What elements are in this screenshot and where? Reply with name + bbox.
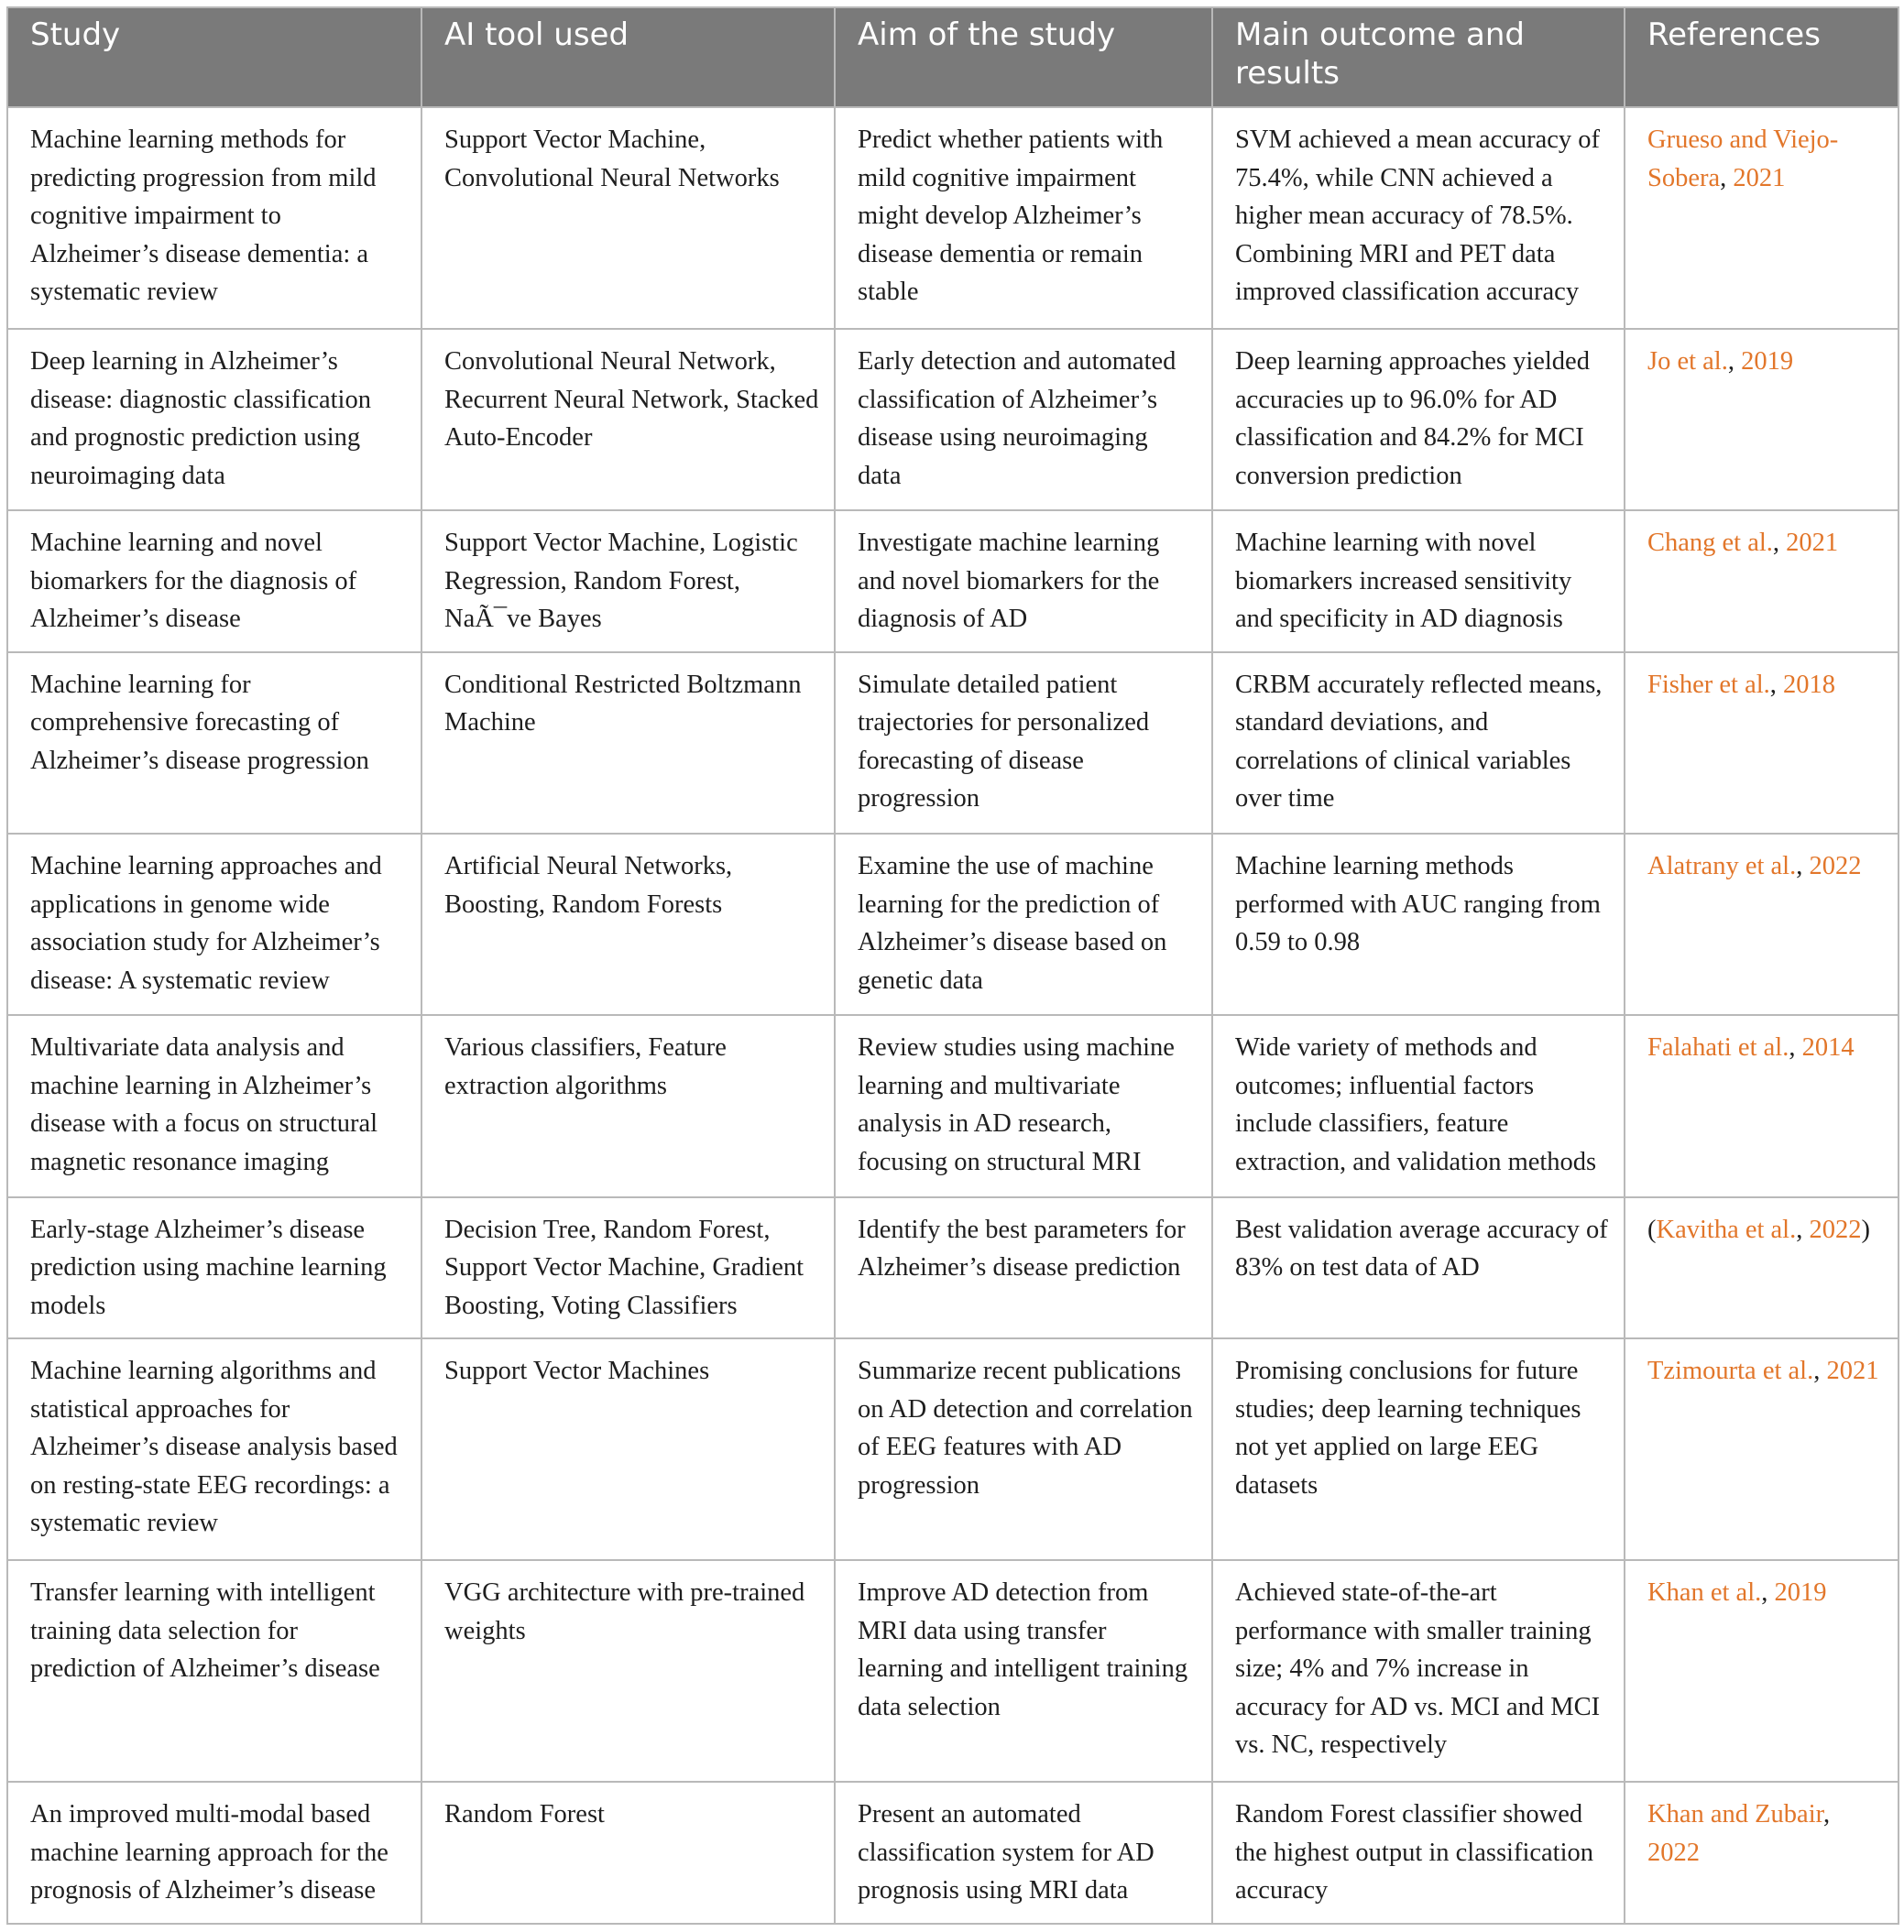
aim-cell: Present an automated classification system for AD prognosis using MRI data: [835, 1782, 1212, 1924]
table-row: [7, 834, 1899, 1015]
outcome-cell: Machine learning with novel biomarkers increased sensitivity and specificity in AD diagnosis: [1212, 510, 1625, 652]
reference-cell: [1625, 510, 1899, 652]
reference-cell: [1625, 1197, 1899, 1339]
study-cell: Machine learning methods for predicting progression from mild cognitive impairment to Alzheimer’s disease dementia: a systematic review: [7, 107, 421, 329]
study-cell: Deep learning in Alzheimer’s disease: diagnostic classification and prognostic prediction using neuroimaging data: [7, 329, 421, 510]
aim-cell: Predict whether patients with mild cognitive impairment might develop Alzheimer’s disease dementia or remain stable: [835, 107, 1212, 329]
reference-separator: ,: [1720, 163, 1734, 192]
reference-year-link[interactable]: 2022: [1809, 1215, 1862, 1244]
study-cell: Early-stage Alzheimer’s disease prediction using machine learning models: [7, 1197, 421, 1339]
ai-tool-cell: Conditional Restricted Boltzmann Machine: [421, 652, 835, 834]
reference-cell: [1625, 834, 1899, 1015]
reference-year-link[interactable]: 2022: [1647, 1838, 1700, 1867]
reference-cell: [1625, 1782, 1899, 1924]
reference-separator: ,: [1796, 852, 1810, 881]
outcome-cell: Promising conclusions for future studies; deep learning techniques not yet applied on large EEG datasets: [1212, 1338, 1625, 1560]
ai-tool-cell: Random Forest: [421, 1782, 835, 1924]
table-row: [7, 1015, 1899, 1196]
reference-year-link[interactable]: 2018: [1783, 670, 1836, 699]
reference-year-link[interactable]: 2021: [1826, 1357, 1879, 1386]
reference-separator: ,: [1769, 670, 1784, 699]
header-study: Study: [7, 7, 421, 107]
outcome-cell: Machine learning methods performed with AUC ranging from 0.59 to 0.98: [1212, 834, 1625, 1015]
reference-author-link[interactable]: Khan et al.: [1647, 1578, 1762, 1608]
studies-table: [6, 6, 1899, 1925]
reference-cell: [1625, 1560, 1899, 1782]
reference-year-link[interactable]: 2014: [1801, 1033, 1855, 1063]
table-row: [7, 329, 1899, 510]
study-cell: An improved multi-modal based machine learning approach for the prognosis of Alzheimer’s disease: [7, 1782, 421, 1924]
reference-separator: ,: [1789, 1033, 1802, 1063]
reference-separator: ,: [1772, 529, 1787, 558]
reference-year-link[interactable]: 2019: [1774, 1578, 1827, 1608]
study-cell: Machine learning and novel biomarkers for the diagnosis of Alzheimer’s disease: [7, 510, 421, 652]
aim-cell: Investigate machine learning and novel biomarkers for the diagnosis of AD: [835, 510, 1212, 652]
reference-year-link[interactable]: 2019: [1741, 347, 1794, 377]
outcome-cell: Deep learning approaches yielded accuracies up to 96.0% for AD classification and 84.2% for MCI conversion prediction: [1212, 329, 1625, 510]
reference-author-link[interactable]: Chang et al.: [1647, 529, 1773, 558]
aim-cell: Improve AD detection from MRI data using transfer learning and intelligent training data selection: [835, 1560, 1212, 1782]
table-row: [7, 1560, 1899, 1782]
paren-open: (: [1647, 1215, 1657, 1244]
reference-separator: ,: [1727, 347, 1742, 377]
reference-separator: ,: [1813, 1357, 1827, 1386]
table-row: [7, 107, 1899, 329]
aim-cell: Early detection and automated classification of Alzheimer’s disease using neuroimaging data: [835, 329, 1212, 510]
reference-separator: ,: [1796, 1215, 1810, 1244]
outcome-cell: Best validation average accuracy of 83% on test data of AD: [1212, 1197, 1625, 1339]
header-aim: Aim of the study: [835, 7, 1212, 107]
reference-cell: [1625, 1338, 1899, 1560]
ai-tool-cell: Support Vector Machine, Logistic Regression, Random Forest, NaÃ¯ve Bayes: [421, 510, 835, 652]
study-cell: Machine learning for comprehensive forecasting of Alzheimer’s disease progression: [7, 652, 421, 834]
aim-cell: Simulate detailed patient trajectories for personalized forecasting of disease progression: [835, 652, 1212, 834]
table-row: [7, 1338, 1899, 1560]
reference-year-link[interactable]: 2021: [1786, 529, 1839, 558]
study-cell: Multivariate data analysis and machine learning in Alzheimer’s disease with a focus on structural magnetic resonance imaging: [7, 1015, 421, 1196]
outcome-cell: Achieved state-of-the-art performance with smaller training size; 4% and 7% increase in accuracy for AD vs. MCI and MCI vs. NC, respectively: [1212, 1560, 1625, 1782]
reference-author-link[interactable]: Falahati et al.: [1647, 1033, 1789, 1063]
reference-author-link[interactable]: Jo et al.: [1647, 347, 1728, 377]
header-row: [7, 7, 1899, 107]
ai-tool-cell: Convolutional Neural Network, Recurrent Neural Network, Stacked Auto-Encoder: [421, 329, 835, 510]
reference-author-link[interactable]: Tzimourta et al.: [1647, 1357, 1814, 1386]
study-cell: Machine learning approaches and applications in genome wide association study for Alzheimer’s disease: A systematic review: [7, 834, 421, 1015]
outcome-cell: Random Forest classifier showed the highest output in classification accuracy: [1212, 1782, 1625, 1924]
table-row: [7, 652, 1899, 834]
study-cell: Machine learning algorithms and statistical approaches for Alzheimer’s disease analysis based on resting-state EEG recordings: a systematic review: [7, 1338, 421, 1560]
reference-author-link[interactable]: Kavitha et al.: [1656, 1215, 1797, 1244]
header-outcome: Main outcome and results: [1212, 7, 1625, 107]
aim-cell: Summarize recent publications on AD detection and correlation of EEG features with AD progression: [835, 1338, 1212, 1560]
reference-cell: [1625, 1015, 1899, 1196]
ai-tool-cell: VGG architecture with pre-trained weights: [421, 1560, 835, 1782]
reference-author-link[interactable]: Fisher et al.: [1647, 670, 1770, 699]
study-cell: Transfer learning with intelligent training data selection for prediction of Alzheimer’s disease: [7, 1560, 421, 1782]
ai-tool-cell: Support Vector Machines: [421, 1338, 835, 1560]
aim-cell: Identify the best parameters for Alzheimer’s disease prediction: [835, 1197, 1212, 1339]
ai-tool-cell: Support Vector Machine, Convolutional Neural Networks: [421, 107, 835, 329]
reference-separator: ,: [1761, 1578, 1775, 1608]
ai-tool-cell: Artificial Neural Networks, Boosting, Random Forests: [421, 834, 835, 1015]
aim-cell: Review studies using machine learning and multivariate analysis in AD research, focusing on structural MRI: [835, 1015, 1212, 1196]
reference-cell: [1625, 107, 1899, 329]
header-references: References: [1625, 7, 1899, 107]
reference-cell: [1625, 652, 1899, 834]
reference-year-link[interactable]: 2022: [1809, 852, 1862, 881]
table-row: [7, 510, 1899, 652]
reference-author-link[interactable]: Grueso and Viejo-Sobera: [1647, 126, 1839, 192]
outcome-cell: Wide variety of methods and outcomes; influential factors include classifiers, feature extraction, and validation methods: [1212, 1015, 1625, 1196]
outcome-cell: CRBM accurately reflected means, standard deviations, and correlations of clinical variables over time: [1212, 652, 1625, 834]
table-row: [7, 1197, 1899, 1339]
reference-author-link[interactable]: Khan and Zubair: [1647, 1800, 1823, 1829]
reference-cell: [1625, 329, 1899, 510]
ai-tool-cell: Decision Tree, Random Forest, Support Vector Machine, Gradient Boosting, Voting Classifiers: [421, 1197, 835, 1339]
paren-close: ): [1861, 1215, 1870, 1244]
outcome-cell: SVM achieved a mean accuracy of 75.4%, while CNN achieved a higher mean accuracy of 78.5%. Combining MRI and PET data improved classification accuracy: [1212, 107, 1625, 329]
header-ai-tool: AI tool used: [421, 7, 835, 107]
table-row: [7, 1782, 1899, 1924]
reference-year-link[interactable]: 2021: [1733, 163, 1786, 192]
reference-separator: ,: [1822, 1800, 1831, 1829]
reference-author-link[interactable]: Alatrany et al.: [1647, 852, 1797, 881]
aim-cell: Examine the use of machine learning for the prediction of Alzheimer’s disease based on genetic data: [835, 834, 1212, 1015]
ai-tool-cell: Various classifiers, Feature extraction algorithms: [421, 1015, 835, 1196]
